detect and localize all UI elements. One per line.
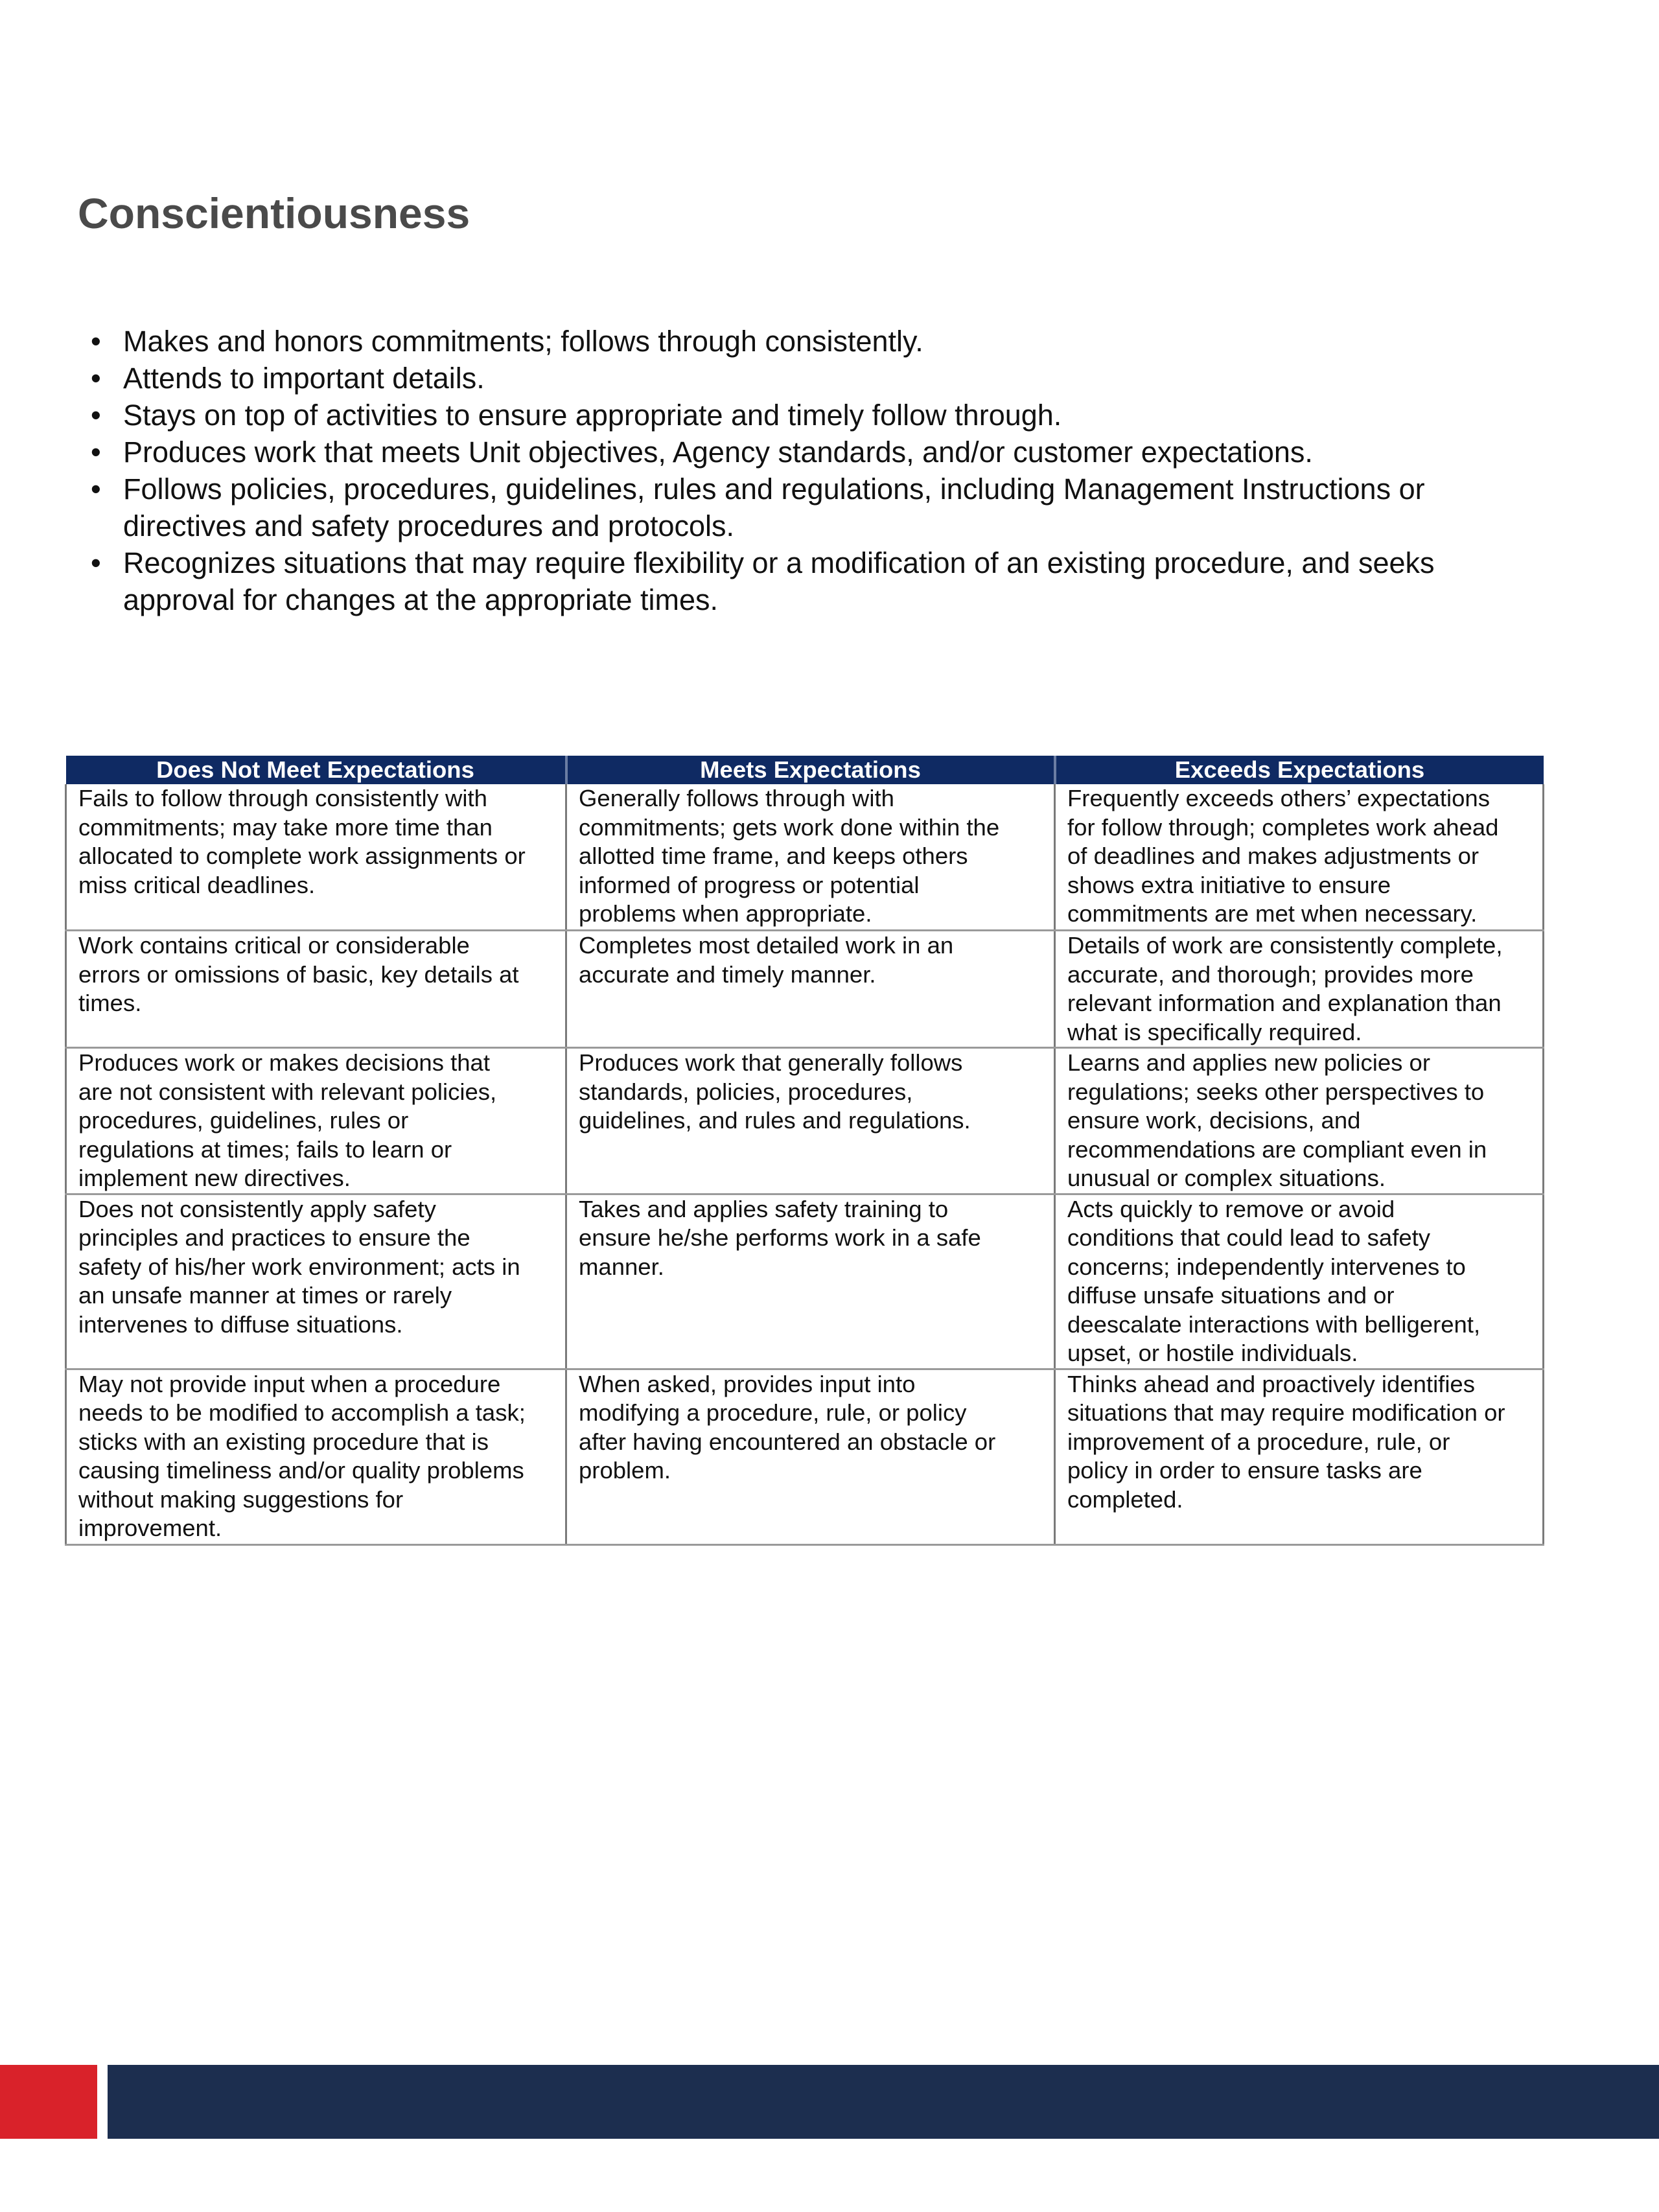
bullet-item: [91, 360, 1594, 397]
cell-line: Generally follows through with: [579, 785, 894, 811]
cell-line: ensure work, decisions, and: [1067, 1107, 1361, 1134]
cell-line: When asked, provides input into: [579, 1370, 916, 1397]
bullet-dot-icon: •: [91, 362, 101, 395]
cell-line: allocated to complete work assignments or: [78, 843, 526, 869]
cell-line: times.: [78, 990, 142, 1016]
cell-line: commitments are met when necessary.: [1067, 900, 1478, 927]
table-row: [66, 1369, 1544, 1544]
cell-line: Produces work that generally follows: [579, 1049, 963, 1076]
cell-meets: [566, 931, 1055, 1048]
cell-meets: [566, 1194, 1055, 1369]
cell-line: standards, policies, procedures,: [579, 1078, 913, 1105]
cell-line: errors or omissions of basic, key details at: [78, 960, 519, 988]
cell-line: Acts quickly to remove or avoid: [1067, 1195, 1395, 1222]
cell-line: conditions that could lead to safety: [1067, 1224, 1431, 1251]
cell-exceeds: [1055, 1194, 1544, 1369]
cell-exceeds: [1055, 1048, 1544, 1194]
bullet-line: Recognizes situations that may require flexibility or a modification of an existing procedure, and seeks: [123, 546, 1435, 579]
table-header-row: [66, 756, 1544, 784]
cell-line: procedures, guidelines, rules or: [78, 1107, 409, 1134]
cell-line: of deadlines and makes adjustments or: [1067, 843, 1479, 869]
bullet-dot-icon: •: [91, 436, 101, 469]
bullet-line: Produces work that meets Unit objectives, Agency standards, and/or customer expectations.: [123, 436, 1313, 469]
cell-line: commitments; gets work done within the: [579, 813, 1000, 841]
cell-line: policy in order to ensure tasks are: [1067, 1457, 1422, 1484]
bullet-line: Attends to important details.: [123, 362, 485, 395]
bullet-item: [91, 434, 1594, 471]
cell-line: Frequently exceeds others’ expectations: [1067, 785, 1490, 811]
cell-line: allotted time frame, and keeps others: [579, 843, 968, 869]
cell-does-not-meet: [66, 1048, 566, 1194]
cell-line: concerns; independently intervenes to: [1067, 1253, 1466, 1280]
bullet-dot-icon: •: [91, 325, 101, 358]
cell-line: improvement of a procedure, rule, or: [1067, 1428, 1450, 1455]
cell-meets: [566, 1048, 1055, 1194]
footer-navy-bar: [108, 2065, 1659, 2139]
cell-line: guidelines, and rules and regulations.: [579, 1107, 971, 1134]
cell-line: May not provide input when a procedure: [78, 1370, 501, 1397]
cell-line: modifying a procedure, rule, or policy: [579, 1399, 967, 1426]
bullet-line: directives and safety procedures and protocols.: [123, 509, 735, 542]
cell-exceeds: [1055, 1369, 1544, 1544]
footer-red-block: [0, 2065, 97, 2139]
cell-exceeds: [1055, 784, 1544, 931]
cell-line: deescalate interactions with belligerent,: [1067, 1310, 1481, 1338]
table-row: [66, 784, 1544, 931]
cell-line: miss critical deadlines.: [78, 871, 316, 898]
bullet-line: Stays on top of activities to ensure appropriate and timely follow through.: [123, 399, 1062, 432]
cell-line: relevant information and explanation than: [1067, 990, 1502, 1016]
cell-line: ensure he/she performs work in a safe: [579, 1224, 981, 1251]
table-row: [66, 1048, 1544, 1194]
cell-line: Takes and applies safety training to: [579, 1195, 949, 1222]
header-does-not-meet: Does Not Meet Expectations: [66, 756, 566, 784]
cell-line: safety of his/her work environment; acts in: [78, 1253, 520, 1280]
cell-line: Fails to follow through consistently with: [78, 785, 487, 811]
bullet-item: [91, 397, 1594, 434]
cell-line: needs to be modified to accomplish a task;: [78, 1399, 526, 1426]
cell-line: without making suggestions for: [78, 1485, 404, 1513]
cell-meets: [566, 1369, 1055, 1544]
cell-line: Completes most detailed work in an: [579, 932, 954, 959]
cell-meets: [566, 784, 1055, 931]
bullet-line: Follows policies, procedures, guidelines, rules and regulations, including Management Instructions or: [123, 472, 1425, 506]
cell-line: Thinks ahead and proactively identifies: [1067, 1370, 1475, 1397]
table-row: [66, 1194, 1544, 1369]
bullet-dot-icon: •: [91, 546, 101, 579]
page-title: Conscientiousness: [78, 189, 470, 237]
cell-line: sticks with an existing procedure that is: [78, 1428, 489, 1455]
bullet-item: [91, 323, 1594, 360]
cell-line: for follow through; completes work ahead: [1067, 813, 1499, 841]
cell-line: problems when appropriate.: [579, 900, 872, 927]
cell-does-not-meet: [66, 1194, 566, 1369]
cell-line: shows extra initiative to ensure: [1067, 871, 1391, 898]
cell-exceeds: [1055, 931, 1544, 1048]
cell-does-not-meet: [66, 784, 566, 931]
cell-line: diffuse unsafe situations and or: [1067, 1282, 1395, 1309]
bullet-list: [91, 323, 1594, 618]
cell-line: Work contains critical or considerable: [78, 932, 470, 959]
cell-line: implement new directives.: [78, 1165, 351, 1191]
header-meets: Meets Expectations: [566, 756, 1055, 784]
cell-line: Does not consistently apply safety: [78, 1195, 436, 1222]
cell-line: Learns and applies new policies or: [1067, 1049, 1431, 1076]
cell-line: Details of work are consistently complete,: [1067, 932, 1503, 959]
cell-line: an unsafe manner at times or rarely: [78, 1282, 452, 1309]
cell-line: improvement.: [78, 1515, 222, 1541]
table-row: [66, 931, 1544, 1048]
cell-line: are not consistent with relevant policies,: [78, 1078, 497, 1105]
cell-line: situations that may require modification or: [1067, 1399, 1505, 1426]
cell-line: what is specifically required.: [1067, 1018, 1362, 1045]
bullet-line: Makes and honors commitments; follows through consistently.: [123, 325, 923, 358]
cell-does-not-meet: [66, 1369, 566, 1544]
expectations-table: [65, 756, 1544, 1546]
cell-line: recommendations are compliant even in: [1067, 1135, 1487, 1163]
cell-line: problem.: [579, 1457, 671, 1484]
cell-line: intervenes to diffuse situations.: [78, 1310, 403, 1338]
cell-line: informed of progress or potential: [579, 871, 920, 898]
bullet-dot-icon: •: [91, 472, 101, 506]
cell-line: completed.: [1067, 1485, 1183, 1513]
header-exceeds: Exceeds Expectations: [1055, 756, 1544, 784]
cell-line: accurate and timely manner.: [579, 960, 876, 988]
cell-line: Produces work or makes decisions that: [78, 1049, 490, 1076]
bullet-item: [91, 471, 1594, 544]
cell-line: upset, or hostile individuals.: [1067, 1340, 1358, 1366]
cell-line: regulations at times; fails to learn or: [78, 1135, 452, 1163]
cell-line: after having encountered an obstacle or: [579, 1428, 996, 1455]
cell-line: unusual or complex situations.: [1067, 1165, 1386, 1191]
cell-line: regulations; seeks other perspectives to: [1067, 1078, 1485, 1105]
cell-line: causing timeliness and/or quality problems: [78, 1457, 524, 1484]
cell-line: accurate, and thorough; provides more: [1067, 960, 1474, 988]
cell-line: commitments; may take more time than: [78, 813, 493, 841]
cell-line: principles and practices to ensure the: [78, 1224, 470, 1251]
bullet-line: approval for changes at the appropriate times.: [123, 583, 719, 616]
bullet-dot-icon: •: [91, 399, 101, 432]
bullet-item: [91, 544, 1594, 618]
cell-does-not-meet: [66, 931, 566, 1048]
cell-line: manner.: [579, 1253, 664, 1280]
